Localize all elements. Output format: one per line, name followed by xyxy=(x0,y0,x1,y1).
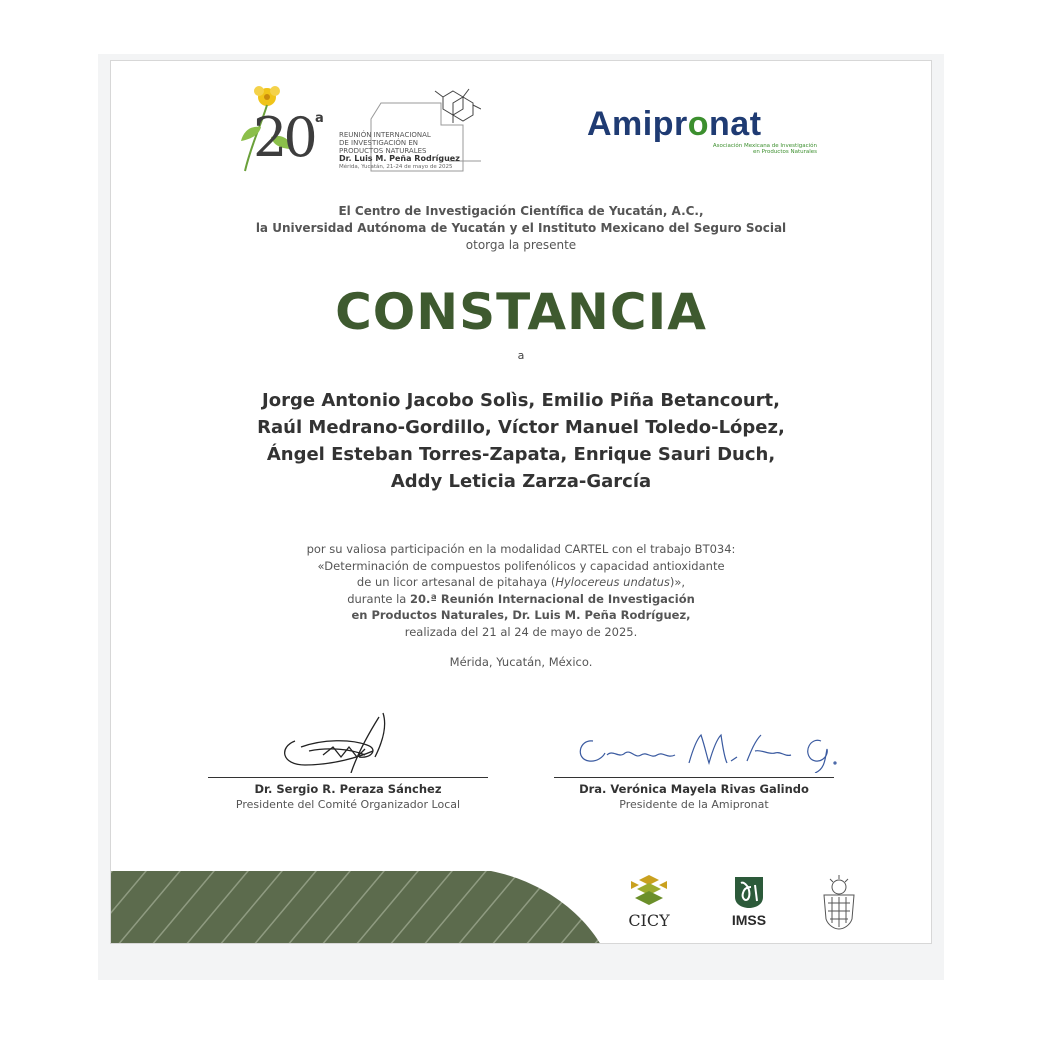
body-line xyxy=(111,591,931,608)
signature-block-left xyxy=(183,711,513,811)
recipient-line: Ángel Esteban Torres-Zapata, Enrique Sauri Duch, xyxy=(266,444,776,465)
signature-line xyxy=(554,777,834,778)
signer-role: Presidente del Comité Organizador Local xyxy=(235,798,461,811)
event-logo xyxy=(231,75,481,175)
wordmark-part: Amipr xyxy=(587,105,688,143)
event-number: 20 xyxy=(253,106,314,169)
text-run: durante la xyxy=(347,591,410,606)
intro-line: la Universidad Autónoma de Yucatán y el Instituto Mexicano del Seguro Social xyxy=(255,221,787,235)
imss-emblem-icon xyxy=(731,875,767,909)
handwritten-signature xyxy=(529,711,859,773)
cicy-emblem-icon xyxy=(627,875,671,909)
amipronat-wordmark xyxy=(587,107,827,141)
decorative-footer-band xyxy=(111,871,932,944)
imss-label: IMSS xyxy=(731,912,767,928)
cicy-label: CICY xyxy=(628,911,670,930)
recipient-names xyxy=(111,387,931,495)
body-line: en Productos Naturales, Dr. Luis M. Peña Rodríguez, xyxy=(351,608,691,622)
location-text: Mérida, Yucatán, México. xyxy=(449,655,593,669)
event-logo-honoree: Dr. Luis M. Peña Rodríguez xyxy=(339,154,460,163)
signer-role: Presidente de la Amipronat xyxy=(619,798,769,811)
event-logo-date: Mérida, Yucatán, 21-24 de mayo de 2025 xyxy=(339,164,453,170)
uady-seal-logo xyxy=(815,873,863,935)
connector-text: a xyxy=(517,349,525,362)
imss-logo xyxy=(721,875,777,927)
signature-line xyxy=(208,777,488,778)
issuer-intro xyxy=(111,203,931,254)
signature-block-right xyxy=(529,711,859,811)
cicy-logo xyxy=(619,875,679,929)
recipient-line: Jorge Antonio Jacobo Solìs, Emilio Piña Betancourt, xyxy=(262,390,780,411)
body-line: realizada del 21 al 24 de mayo de 2025. xyxy=(404,624,638,639)
event-logo-text xyxy=(339,131,460,171)
body-line xyxy=(111,574,931,591)
event-number-superscript: a xyxy=(315,111,324,126)
wordmark-part: nat xyxy=(709,105,762,143)
recipient-line: Addy Leticia Zarza-García xyxy=(390,471,652,492)
event-logo-line: DE INVESTIGACIÓN EN xyxy=(339,139,419,147)
university-seal-icon xyxy=(816,873,862,931)
wordmark-leaf-o: o xyxy=(687,105,710,143)
handwritten-signature xyxy=(183,711,513,773)
species-name: Hylocereus undatus xyxy=(555,575,670,589)
certificate-title: CONSTANCIA xyxy=(335,283,707,341)
amipronat-logo xyxy=(587,107,827,155)
signer-name: Dr. Sergio R. Peraza Sánchez xyxy=(254,782,442,796)
body-line: «Determinación de compuestos polifenólicos y capacidad antioxidante xyxy=(317,558,725,573)
recipient-line: Raúl Medrano-Gordillo, Víctor Manuel Toledo-López, xyxy=(257,417,785,438)
event-logo-line: PRODUCTOS NATURALES xyxy=(339,147,427,155)
signer-name: Dra. Verónica Mayela Rivas Galindo xyxy=(579,782,809,796)
tagline-line: en Productos Naturales xyxy=(752,149,817,155)
intro-line: El Centro de Investigación Científica de Yucatán, A.C., xyxy=(338,204,704,218)
text-run: de un licor artesanal de pitahaya ( xyxy=(356,575,556,589)
tagline-line: Asociación Mexicana de Investigación xyxy=(712,143,817,149)
text-run: )», xyxy=(669,575,686,589)
certificate xyxy=(110,60,932,944)
event-logo-line: REUNIÓN INTERNACIONAL xyxy=(339,131,431,139)
amipronat-tagline xyxy=(587,143,827,155)
participation-text xyxy=(111,541,931,640)
event-name: 20.ª Reunión Internacional de Investigación xyxy=(410,591,695,606)
body-line: por su valiosa participación en la modalidad CARTEL con el trabajo BT034: xyxy=(306,542,736,556)
intro-line: otorga la presente xyxy=(465,238,577,252)
